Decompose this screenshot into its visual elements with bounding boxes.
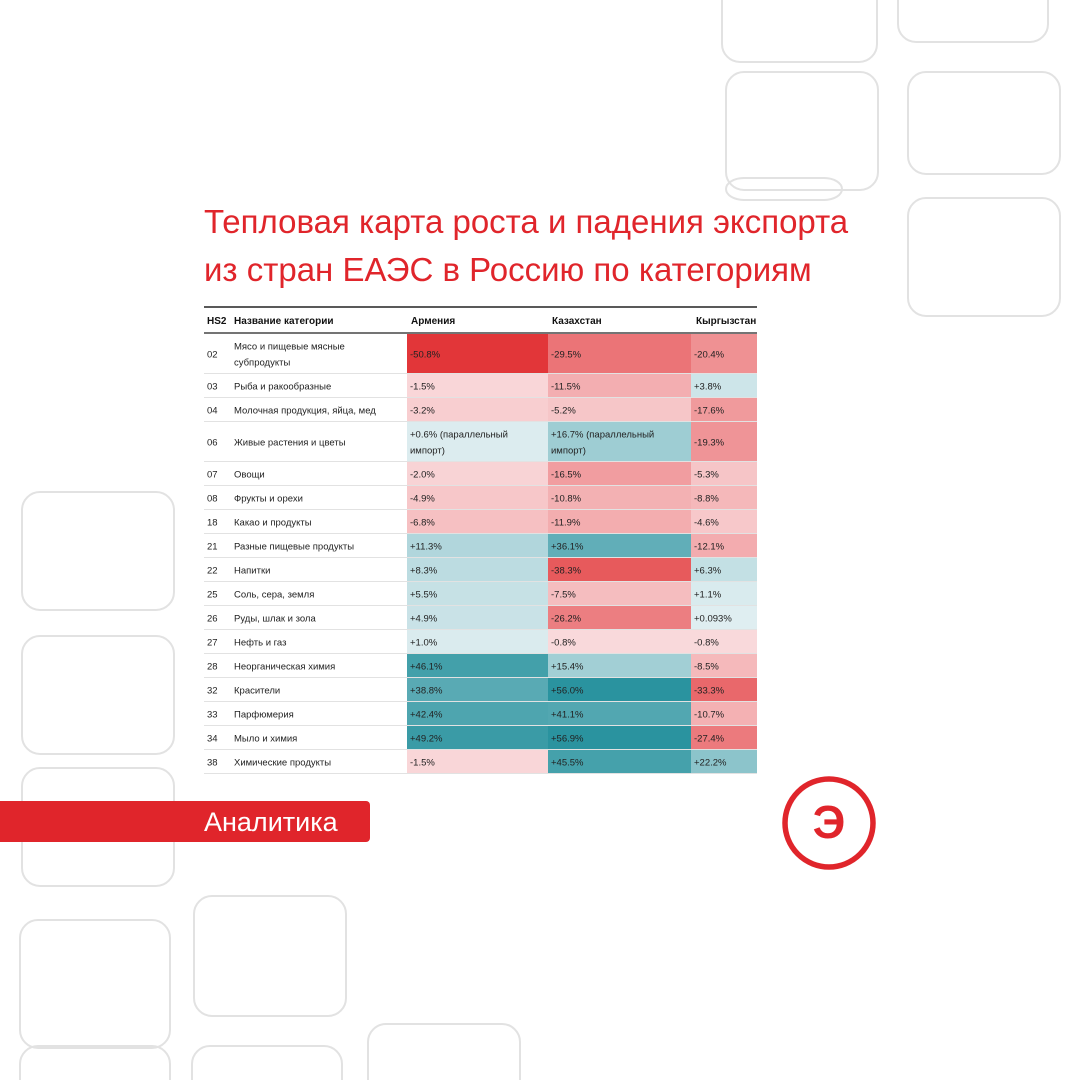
- header-country: Кыргызстан: [696, 316, 757, 327]
- cell-label: -1.5%: [410, 381, 435, 393]
- row-code: 27: [207, 637, 218, 649]
- cell-label: -7.5%: [551, 589, 576, 601]
- row-name: Красители: [234, 685, 281, 697]
- decorative-shape: [194, 896, 346, 1016]
- row-code: 03: [207, 381, 218, 393]
- row-code: 07: [207, 469, 218, 481]
- cell-label: -17.6%: [694, 405, 725, 417]
- cell-label: -5.3%: [694, 469, 719, 481]
- table-row: [204, 534, 757, 558]
- cell-label: -12.1%: [694, 541, 725, 553]
- row-name: Живые растения и цветы: [234, 437, 346, 449]
- cell-label: +56.9%: [551, 733, 584, 745]
- cell-label: -5.2%: [551, 405, 576, 417]
- row-code: 02: [207, 349, 218, 361]
- cell-label: +41.1%: [551, 709, 584, 721]
- decorative-shape: [368, 1024, 520, 1080]
- cell-label: +6.3%: [694, 565, 722, 577]
- cell-label: -29.5%: [551, 349, 582, 361]
- cell-label: -2.0%: [410, 469, 435, 481]
- decorative-shape: [898, 0, 1048, 42]
- row-name: Мыло и химия: [234, 733, 298, 745]
- cell-label: +38.8%: [410, 685, 443, 697]
- table-row: [204, 558, 757, 582]
- table-row: [204, 398, 757, 422]
- cell-label: -33.3%: [694, 685, 725, 697]
- cell-label: -8.8%: [694, 493, 719, 505]
- decorative-shape: [908, 72, 1060, 174]
- header-country: Армения: [411, 316, 456, 327]
- cell-label: +22.2%: [694, 757, 727, 769]
- table-row: [204, 374, 757, 398]
- table-row: [204, 334, 757, 374]
- row-name: Овощи: [234, 469, 265, 481]
- table-row: [204, 606, 757, 630]
- cell-label: +0.6% (параллельный: [410, 429, 508, 441]
- cell-label: +36.1%: [551, 541, 584, 553]
- table-row: [204, 702, 757, 726]
- row-name: Руды, шлак и зола: [234, 613, 316, 625]
- row-name: Какао и продукты: [234, 517, 312, 529]
- cell-label: -11.9%: [551, 517, 581, 529]
- header-code: HS2: [207, 316, 227, 327]
- cell-label: -27.4%: [694, 733, 725, 745]
- cell-label: +1.1%: [694, 589, 722, 601]
- row-code: 28: [207, 661, 218, 673]
- cell-label: -1.5%: [410, 757, 435, 769]
- cell-label: -38.3%: [551, 565, 582, 577]
- cell-label: +46.1%: [410, 661, 443, 673]
- header-country: Казахстан: [552, 316, 602, 327]
- table-row: [204, 422, 757, 462]
- cell-label: +49.2%: [410, 733, 443, 745]
- category-badge-label: Аналитика: [204, 807, 338, 837]
- cell-label: +15.4%: [551, 661, 584, 673]
- title-line-2: из стран ЕАЭС в Россию по категориям: [204, 251, 812, 288]
- row-name: Молочная продукция, яйца, мед: [234, 405, 376, 417]
- cell-label: -10.8%: [551, 493, 582, 505]
- page-title: [204, 198, 904, 294]
- cell-label: +4.9%: [410, 613, 438, 625]
- table-row: [204, 630, 757, 654]
- row-name: Фрукты и орехи: [234, 493, 303, 505]
- row-code: 32: [207, 685, 218, 697]
- cell-label: -16.5%: [551, 469, 582, 481]
- row-code: 34: [207, 733, 218, 745]
- cell-label: -4.9%: [410, 493, 435, 505]
- cell-label: -0.8%: [551, 637, 576, 649]
- row-code: 25: [207, 589, 218, 601]
- cell-label: -10.7%: [694, 709, 725, 721]
- cell-label: +45.5%: [551, 757, 584, 769]
- cell-label: -20.4%: [694, 349, 725, 361]
- table-row: [204, 510, 757, 534]
- table-row: [204, 678, 757, 702]
- cell-label: +16.7% (параллельный: [551, 429, 655, 441]
- row-code: 38: [207, 757, 218, 769]
- row-name: Неорганическая химия: [234, 661, 336, 673]
- brand-logo: [781, 775, 877, 871]
- decorative-shape: [726, 72, 878, 190]
- row-code: 33: [207, 709, 218, 721]
- cell-label: +11.3%: [410, 541, 442, 553]
- decorative-shape: [908, 198, 1060, 316]
- table-row: [204, 654, 757, 678]
- cell-label: импорт): [551, 445, 586, 457]
- row-code: 26: [207, 613, 218, 625]
- row-code: 22: [207, 565, 218, 577]
- cell-label: -50.8%: [410, 349, 441, 361]
- row-code: 06: [207, 437, 218, 449]
- row-name: Парфюмерия: [234, 709, 294, 721]
- cell-label: +8.3%: [410, 565, 438, 577]
- row-name: Рыба и ракообразные: [234, 381, 332, 393]
- row-name: Химические продукты: [234, 757, 332, 769]
- decorative-shape: [22, 636, 174, 754]
- cell-label: -3.2%: [410, 405, 435, 417]
- brand-logo-letter: Э: [812, 796, 846, 848]
- cell-label: -6.8%: [410, 517, 435, 529]
- cell-label: +5.5%: [410, 589, 438, 601]
- cell-label: -0.8%: [694, 637, 719, 649]
- table-row: [204, 726, 757, 750]
- decorative-shape: [722, 0, 877, 62]
- cell-label: +0.093%: [694, 613, 732, 625]
- cell-label: +1.0%: [410, 637, 438, 649]
- row-name: Мясо и пищевые мясные: [234, 341, 345, 353]
- row-code: 04: [207, 405, 218, 417]
- decorative-shape: [20, 920, 170, 1048]
- row-name: Разные пищевые продукты: [234, 541, 355, 553]
- cell-label: +3.8%: [694, 381, 722, 393]
- row-code: 18: [207, 517, 218, 529]
- cell-label: -26.2%: [551, 613, 582, 625]
- cell-label: -11.5%: [551, 381, 581, 393]
- cell-label: импорт): [410, 445, 445, 457]
- cell-label: -8.5%: [694, 661, 719, 673]
- cell-label: -19.3%: [694, 437, 725, 449]
- cell-label: +42.4%: [410, 709, 443, 721]
- decorative-shape: [20, 1046, 170, 1080]
- decorative-shape: [192, 1046, 342, 1080]
- cell-label: -4.6%: [694, 517, 719, 529]
- title-line-1: Тепловая карта роста и падения экспорта: [204, 203, 849, 240]
- row-name: Соль, сера, земля: [234, 589, 315, 601]
- header-category-name: Название категории: [234, 316, 334, 327]
- table-row: [204, 462, 757, 486]
- row-name: Нефть и газ: [234, 637, 287, 649]
- row-name: субпродукты: [234, 357, 291, 369]
- row-code: 08: [207, 493, 218, 505]
- table-row: [204, 486, 757, 510]
- table-row: [204, 582, 757, 606]
- table-row: [204, 750, 757, 774]
- heatmap-table: [204, 306, 757, 781]
- decorative-shape: [22, 492, 174, 610]
- row-code: 21: [207, 541, 218, 553]
- cell-label: +56.0%: [551, 685, 584, 697]
- row-name: Напитки: [234, 565, 271, 577]
- category-badge: [0, 801, 370, 842]
